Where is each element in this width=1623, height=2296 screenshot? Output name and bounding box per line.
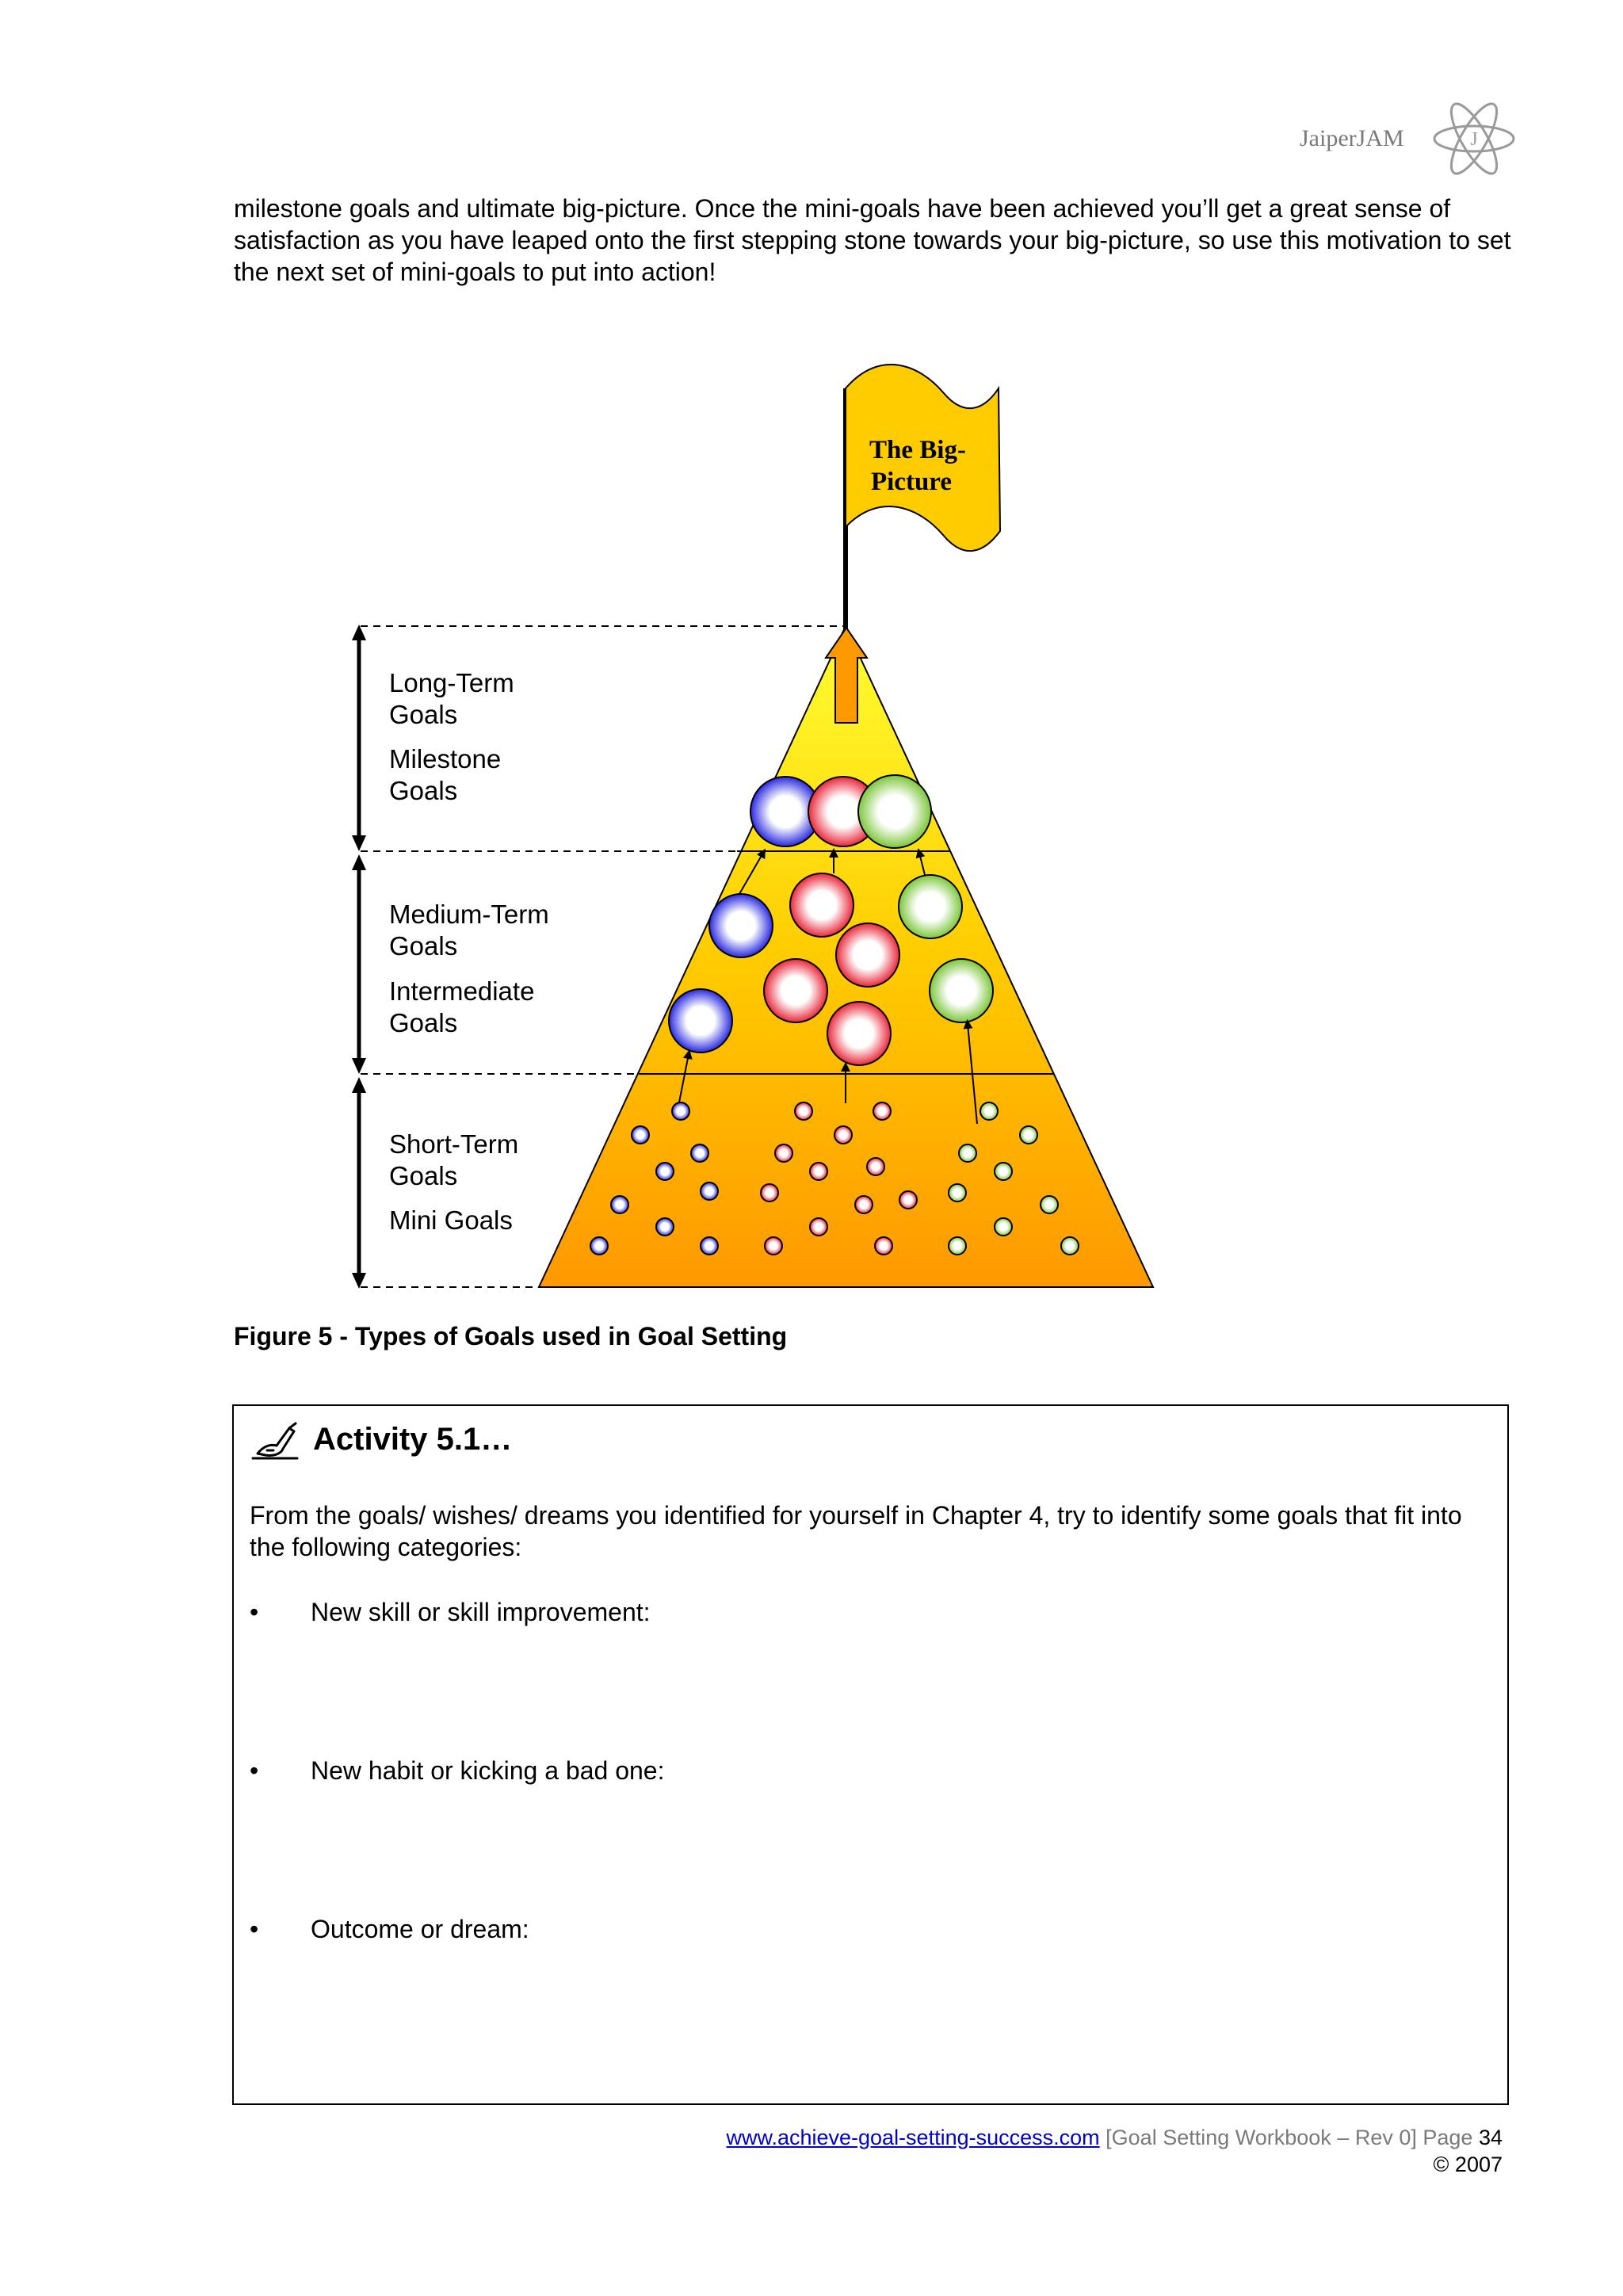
writing-hand-icon bbox=[250, 1422, 300, 1463]
footer-line-1 bbox=[726, 2124, 1503, 2151]
mini-ball-blue bbox=[656, 1218, 674, 1236]
workbook-meta: [Goal Setting Workbook – Rev 0] bbox=[1106, 2126, 1417, 2149]
label-intermediate-goals: Goals bbox=[389, 1008, 458, 1037]
label-long-term-goals: Goals bbox=[389, 700, 458, 729]
mini-ball-red bbox=[761, 1184, 778, 1201]
mini-ball-green bbox=[949, 1184, 966, 1201]
intro-paragraph: milestone goals and ultimate big-picture. Once the mini-goals have been achieved you’ll get a great sense of satisfaction as you have leaped onto the first stepping stone towards your big-picture, so use this motivation to set the next set of mini-goals to put into action! bbox=[234, 194, 1511, 286]
label-medium-term: Medium-Term bbox=[389, 900, 549, 929]
mini-ball-green bbox=[995, 1163, 1012, 1180]
label-milestone-goals: Goals bbox=[389, 776, 458, 805]
figure-caption: Figure 5 - Types of Goals used in Goal Setting bbox=[234, 1322, 788, 1350]
long-term-label bbox=[389, 667, 514, 731]
goal-ball-blue bbox=[709, 894, 773, 957]
copyright: © 2007 bbox=[1433, 2153, 1503, 2176]
mini-ball-green bbox=[949, 1237, 966, 1255]
label-mini-goals: Mini Goals bbox=[389, 1205, 513, 1235]
mini-ball-green bbox=[959, 1144, 976, 1162]
mini-ball-blue bbox=[656, 1163, 674, 1180]
goal-ball-red bbox=[827, 1002, 891, 1065]
goal-ball-green bbox=[930, 959, 993, 1022]
mini-ball-red bbox=[873, 1102, 891, 1120]
flag-text-line2: Picture bbox=[870, 468, 953, 496]
brand-name: JaiperJAM bbox=[1300, 125, 1404, 151]
label-medium-term-goals: Goals bbox=[389, 931, 458, 961]
mini-ball-blue bbox=[672, 1102, 689, 1120]
mini-ball-red bbox=[795, 1102, 812, 1120]
bullet-icon: • bbox=[250, 1915, 259, 1943]
svg-text:J: J bbox=[1470, 129, 1478, 150]
label-intermediate: Intermediate bbox=[389, 976, 535, 1006]
mini-ball-green bbox=[980, 1102, 998, 1120]
mini-ball-blue bbox=[611, 1196, 628, 1213]
label-short-term: Short-Term bbox=[389, 1129, 519, 1159]
activity-title: Activity 5.1… bbox=[313, 1422, 513, 1457]
mini-ball-blue bbox=[701, 1237, 718, 1255]
bullet-text: New skill or skill improvement: bbox=[311, 1598, 651, 1626]
page-number: 34 bbox=[1478, 2126, 1503, 2149]
mini-ball-red bbox=[810, 1218, 827, 1236]
milestone-label bbox=[389, 743, 501, 807]
mini-ball-red bbox=[810, 1163, 827, 1180]
intermediate-label bbox=[389, 976, 534, 1039]
mini-ball-red bbox=[899, 1191, 917, 1209]
activity-box bbox=[232, 1404, 1509, 2105]
bullet-icon: • bbox=[250, 1598, 259, 1626]
label-milestone: Milestone bbox=[389, 744, 502, 774]
medium-term-label bbox=[389, 899, 549, 962]
mini-ball-green bbox=[1041, 1196, 1058, 1213]
label-long-term: Long-Term bbox=[389, 668, 514, 697]
goal-ball-red bbox=[790, 873, 854, 937]
goal-ball-red bbox=[764, 959, 827, 1022]
mini-ball-green bbox=[995, 1218, 1012, 1236]
goal-ball-green bbox=[899, 875, 962, 938]
bullet-text: Outcome or dream: bbox=[311, 1915, 529, 1943]
mini-ball-blue bbox=[632, 1126, 649, 1144]
mini-ball-blue bbox=[691, 1144, 708, 1162]
mini-goals-label bbox=[389, 1205, 513, 1236]
mini-ball-blue bbox=[590, 1237, 608, 1255]
goal-ball-red bbox=[836, 923, 899, 987]
bullet-icon: • bbox=[250, 1756, 259, 1785]
label-short-term-goals: Goals bbox=[389, 1161, 458, 1190]
short-term-label bbox=[389, 1129, 518, 1192]
mini-ball-red bbox=[834, 1126, 852, 1144]
mini-ball-green bbox=[1020, 1126, 1037, 1144]
activity-instructions: From the goals/ wishes/ dreams you identified for yourself in Chapter 4, try to identify some goals that fit into the following categories: bbox=[250, 1501, 1462, 1561]
mini-ball-red bbox=[775, 1144, 792, 1162]
goal-ball-blue bbox=[669, 989, 732, 1052]
mini-ball-red bbox=[867, 1158, 884, 1175]
bullet-text: New habit or kicking a bad one: bbox=[311, 1756, 665, 1785]
mini-ball-red bbox=[855, 1196, 873, 1213]
mini-ball-blue bbox=[701, 1182, 718, 1200]
website-link[interactable]: www.achieve-goal-setting-success.com bbox=[726, 2126, 1100, 2149]
mini-ball-red bbox=[875, 1237, 892, 1255]
page-label: Page bbox=[1423, 2126, 1473, 2149]
flag-text-line1: The Big- bbox=[869, 436, 966, 464]
mini-ball-red bbox=[765, 1237, 782, 1255]
mini-ball-green bbox=[1061, 1237, 1079, 1255]
goal-ball-green bbox=[858, 775, 931, 848]
page-footer bbox=[726, 2124, 1503, 2178]
